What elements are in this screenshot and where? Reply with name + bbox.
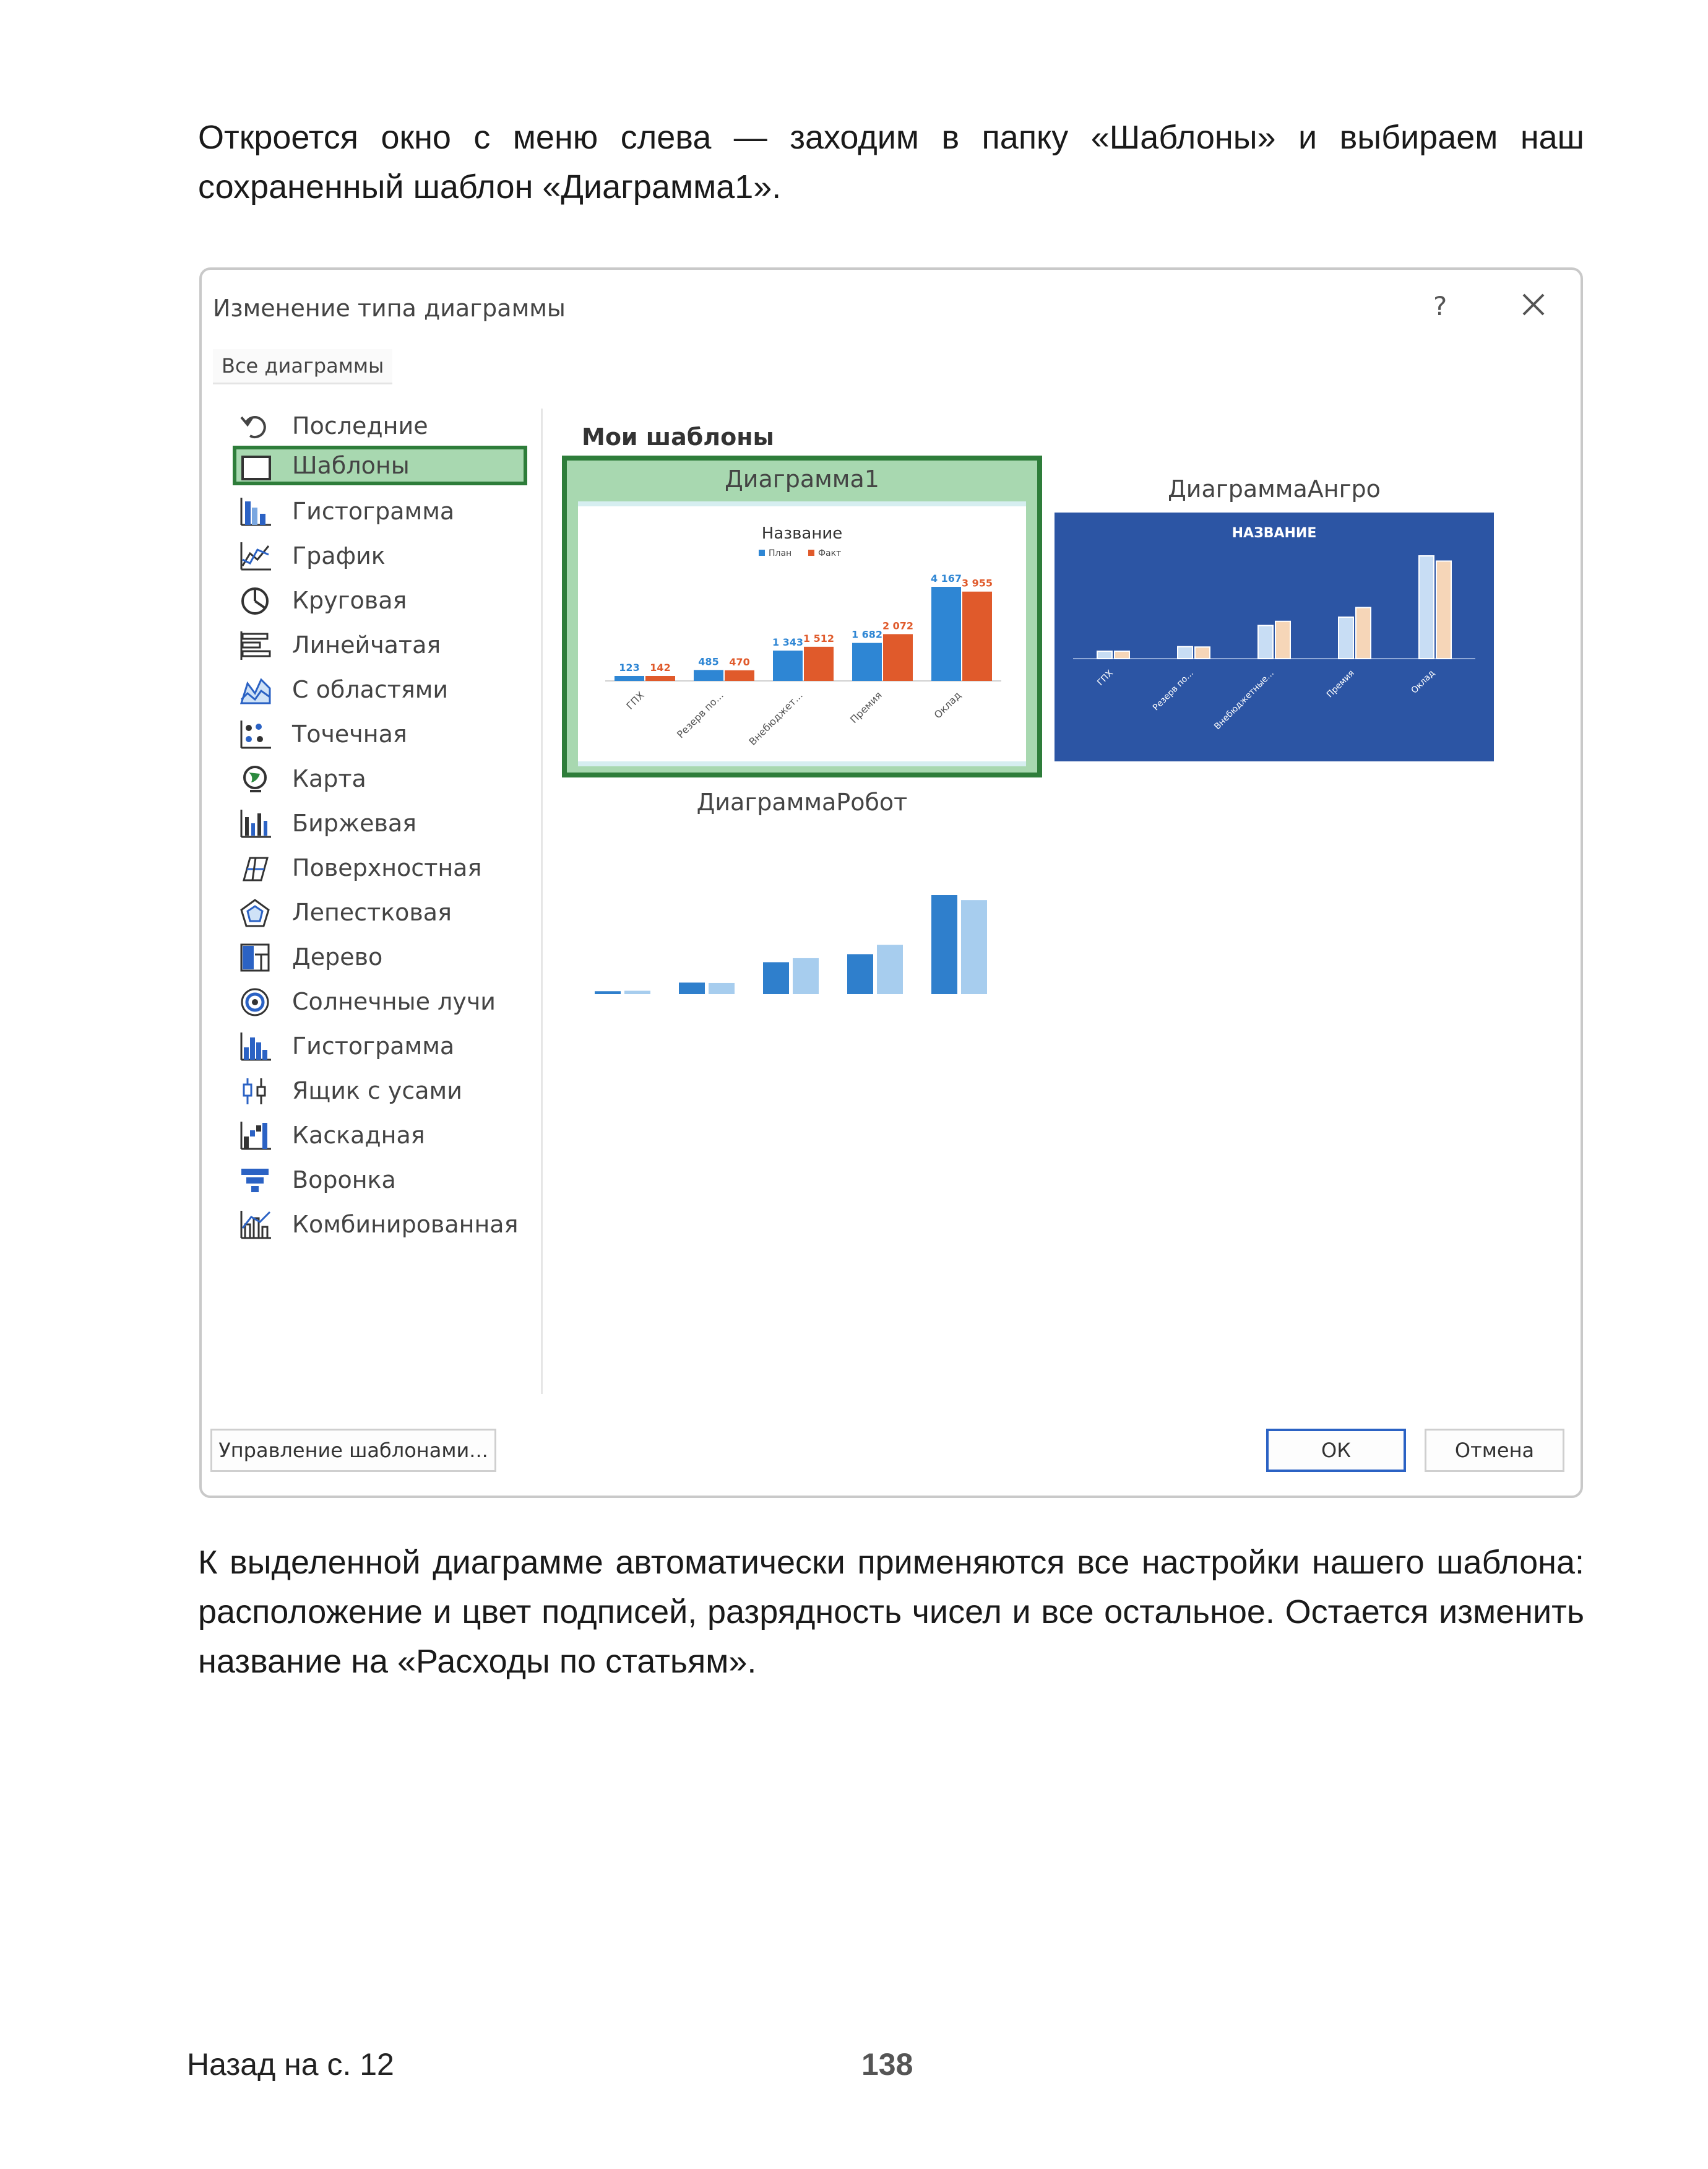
sidebar-item-box-whisker[interactable]: Ящик с усами <box>226 1071 524 1110</box>
folder-icon <box>239 452 272 483</box>
bar <box>645 676 675 681</box>
category-label: Премия <box>848 689 884 726</box>
bar <box>1419 556 1434 659</box>
cancel-button[interactable]: Отмена <box>1425 1429 1564 1472</box>
map-chart-icon <box>239 764 272 795</box>
data-label: 2 072 <box>882 620 914 632</box>
sidebar-item-stock[interactable]: Биржевая <box>226 803 524 843</box>
bar <box>1436 561 1451 659</box>
legend-swatch <box>759 550 765 556</box>
category-label: Внебюджетные... <box>1212 668 1276 732</box>
bar <box>931 587 961 681</box>
bar <box>1115 651 1129 659</box>
legend-swatch <box>808 550 814 556</box>
data-label: 1 343 <box>772 636 804 649</box>
category-label: ГПХ <box>624 689 647 712</box>
category-label: Резерв по... <box>675 689 726 741</box>
bar <box>1339 617 1353 659</box>
template-chart-1 <box>578 506 1026 761</box>
data-label: 1 512 <box>803 632 835 644</box>
data-label: 123 <box>619 662 640 673</box>
area-chart-icon <box>239 675 272 706</box>
data-label: 485 <box>698 656 719 668</box>
template-name: Диаграмма1 <box>725 465 879 493</box>
sidebar-item-recent[interactable]: Последние <box>226 406 524 446</box>
sidebar-item-line[interactable]: График <box>226 536 524 576</box>
close-icon[interactable] <box>1520 291 1547 318</box>
bar <box>962 592 992 681</box>
data-label: 1 682 <box>851 628 883 641</box>
bar <box>1097 651 1112 659</box>
intro-paragraph: Откроется окно с меню слева — заходим в папку «Шаблоны» и выбираем наш сохраненный шаблон «Диаграмма1». <box>198 119 1584 206</box>
category-label: Оклад <box>1409 668 1437 696</box>
bar <box>931 895 957 994</box>
change-chart-type-dialog <box>199 267 1583 1498</box>
sidebar-item-combo[interactable]: Комбинированная <box>226 1205 524 1244</box>
dialog-title: Изменение типа диаграммы <box>213 295 566 322</box>
bar <box>595 991 621 994</box>
scatter-chart-icon <box>239 719 272 750</box>
surface-chart-icon <box>239 853 272 884</box>
recent-icon <box>239 411 272 442</box>
bar <box>1275 621 1290 659</box>
column-chart-icon <box>239 496 272 527</box>
category-label: Внебюджет... <box>746 689 805 748</box>
template-chart-2 <box>1055 513 1494 761</box>
bar <box>877 945 903 994</box>
data-label: 4 167 <box>930 573 962 584</box>
template-diagramma-angro[interactable] <box>1055 513 1494 761</box>
chart-title: Название <box>761 524 843 543</box>
bar <box>961 900 987 994</box>
sidebar-item-map[interactable]: Карта <box>226 759 524 799</box>
funnel-chart-icon <box>239 1165 272 1196</box>
waterfall-chart-icon <box>239 1120 272 1151</box>
bar <box>725 670 754 681</box>
template-preview <box>578 501 1026 766</box>
template-name[interactable]: ДиаграммаАнгро <box>1168 475 1381 503</box>
bar <box>793 958 819 994</box>
sidebar-item-pie[interactable]: Круговая <box>226 581 524 620</box>
bar <box>679 982 705 994</box>
treemap-chart-icon <box>239 942 272 973</box>
sidebar-item-waterfall[interactable]: Каскадная <box>226 1115 524 1155</box>
template-diagramma-robot[interactable] <box>562 827 1042 1031</box>
bar <box>615 676 644 681</box>
combo-chart-icon <box>239 1210 272 1240</box>
tab-all-charts[interactable]: Все диаграммы <box>213 349 392 384</box>
sidebar-item-templates[interactable]: Шаблоны <box>233 446 527 485</box>
bar <box>709 983 735 994</box>
template-name[interactable]: ДиаграммаРобот <box>696 789 908 816</box>
sidebar-item-scatter[interactable]: Точечная <box>226 714 524 754</box>
sidebar-item-histogram[interactable]: Гистограмма <box>226 1026 524 1066</box>
bar <box>1258 625 1273 659</box>
result-paragraph: К выделенной диаграмме автоматически применяются все настройки нашего шаблона: расположение и цвет подписей, разрядность чисел и все остальное. Остается изменить название на «Расходы по статьям». <box>198 1544 1584 1680</box>
bar-chart-icon <box>239 630 272 661</box>
manage-templates-button[interactable]: Управление шаблонами... <box>210 1429 496 1472</box>
sidebar-item-radar[interactable]: Лепестковая <box>226 893 524 932</box>
sidebar-item-area[interactable]: С областями <box>226 670 524 709</box>
back-link[interactable]: Назад на с. 12 <box>187 2047 394 2082</box>
category-label: Оклад <box>931 689 964 721</box>
bar <box>847 954 873 994</box>
category-label: Премия <box>1324 668 1356 700</box>
box-whisker-chart-icon <box>239 1076 272 1107</box>
sidebar-divider <box>541 409 543 1394</box>
page-number: 138 <box>861 2047 913 2082</box>
bar <box>852 643 882 681</box>
data-label: 470 <box>729 656 750 668</box>
sidebar-item-bar[interactable]: Линейчатая <box>226 625 524 665</box>
bar <box>1195 647 1210 659</box>
radar-chart-icon <box>239 898 272 929</box>
my-templates-heading: Мои шаблоны <box>582 423 774 451</box>
ok-button[interactable]: ОК <box>1266 1429 1406 1472</box>
sidebar-item-surface[interactable]: Поверхностная <box>226 848 524 888</box>
bar <box>694 670 723 681</box>
pie-chart-icon <box>239 586 272 617</box>
help-button[interactable]: ? <box>1433 291 1447 321</box>
chart-title: НАЗВАНИЕ <box>1231 526 1317 541</box>
sidebar-item-funnel[interactable]: Воронка <box>226 1160 524 1200</box>
bar <box>763 962 789 994</box>
bar <box>804 647 834 681</box>
category-label: ГПХ <box>1095 668 1115 688</box>
legend-label: Факт <box>818 548 842 558</box>
stock-chart-icon <box>239 808 272 839</box>
sunburst-chart-icon <box>239 987 272 1018</box>
bar <box>883 634 913 681</box>
template-chart-3 <box>562 827 1042 1031</box>
sidebar-item-sunburst[interactable]: Солнечные лучи <box>226 982 524 1021</box>
histogram-chart-icon <box>239 1031 272 1062</box>
bar <box>773 651 803 681</box>
template-diagramma1[interactable] <box>562 456 1042 777</box>
bar <box>1178 647 1193 659</box>
line-chart-icon <box>239 541 272 572</box>
sidebar-item-treemap[interactable]: Дерево <box>226 937 524 977</box>
data-label: 142 <box>650 662 671 673</box>
category-label: Резерв по... <box>1150 668 1196 713</box>
bar <box>1356 607 1371 659</box>
legend-label: План <box>769 548 792 558</box>
sidebar-item-column[interactable]: Гистограмма <box>226 491 524 531</box>
bar <box>624 991 650 994</box>
data-label: 3 955 <box>961 577 993 589</box>
